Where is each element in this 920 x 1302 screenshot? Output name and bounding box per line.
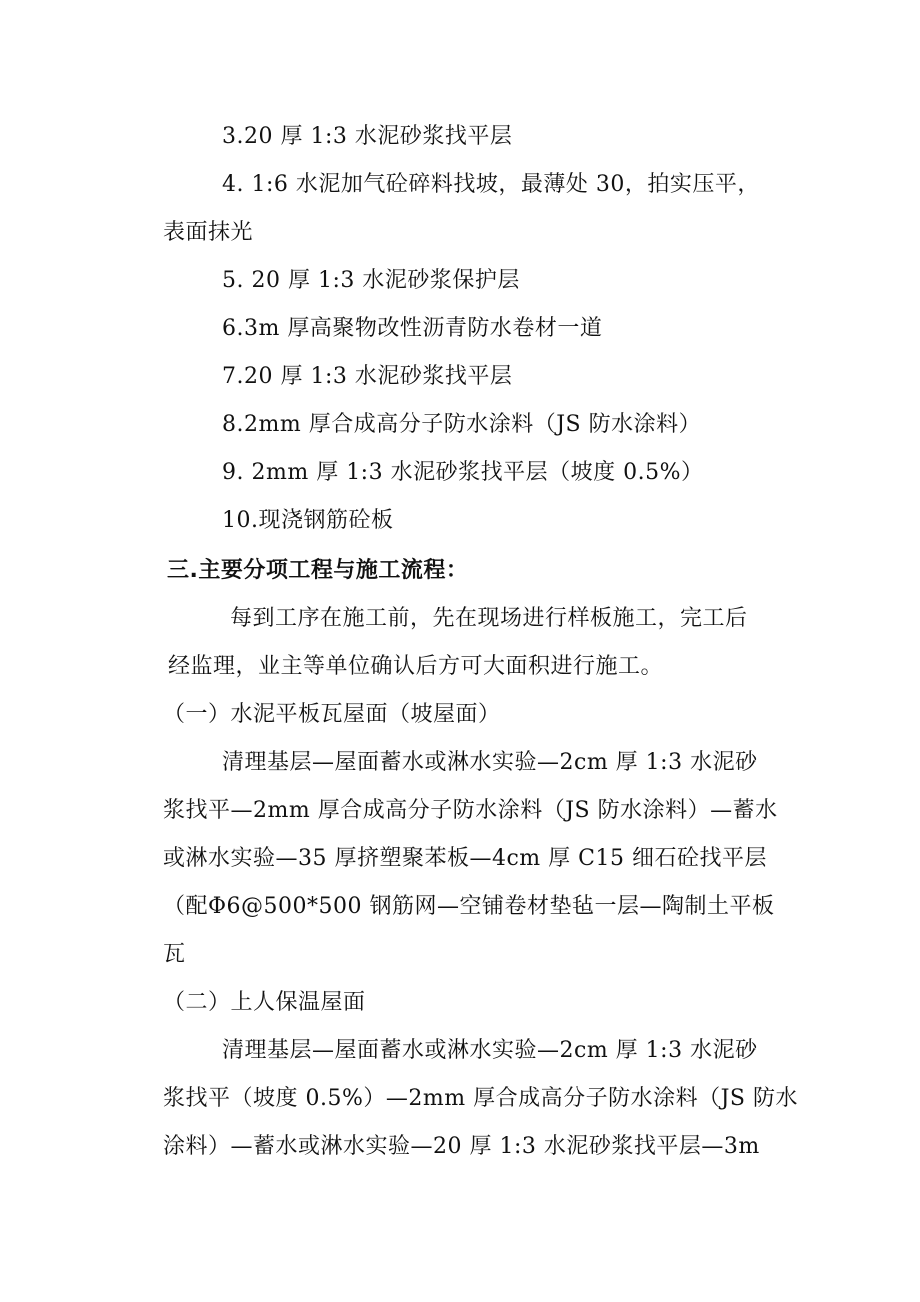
- subsection-1-line2: 浆找平—2mm 厚合成高分子防水涂料（JS 防水涂料）—蓄水: [163, 798, 778, 823]
- subsection-1-line4: （配Φ6@500*500 钢筋网—空铺卷材垫毡一层—陶制土平板: [163, 894, 775, 919]
- section-heading: 三.主要分项工程与施工流程：: [167, 558, 469, 583]
- list-item-6: 6.3m 厚高聚物改性沥青防水卷材一道: [222, 316, 603, 341]
- subsection-1-line1: 清理基层—屋面蓄水或淋水实验—2cm 厚 1:3 水泥砂: [222, 750, 758, 775]
- section-intro-line1: 每到工序在施工前，先在现场进行样板施工，完工后: [230, 606, 748, 631]
- list-item-7: 7.20 厚 1:3 水泥砂浆找平层: [222, 364, 513, 389]
- list-item-10: 10.现浇钢筋砼板: [222, 508, 394, 533]
- list-item-9: 9. 2mm 厚 1:3 水泥砂浆找平层（坡度 0.5%）: [222, 460, 704, 485]
- list-item-4-line1: 4. 1:6 水泥加气砼碎料找坡，最薄处 30，拍实压平，: [222, 172, 760, 197]
- list-item-8: 8.2mm 厚合成高分子防水涂料（JS 防水涂料）: [222, 412, 702, 437]
- section-intro-line2: 经监理，业主等单位确认后方可大面积进行施工。: [168, 654, 664, 679]
- list-item-5: 5. 20 厚 1:3 水泥砂浆保护层: [222, 268, 520, 293]
- subsection-1-line3: 或淋水实验—35 厚挤塑聚苯板—4cm 厚 C15 细石砼找平层: [163, 846, 767, 871]
- subsection-2-line2: 浆找平（坡度 0.5%）—2mm 厚合成高分子防水涂料（JS 防水: [163, 1086, 798, 1111]
- subsection-2-line3: 涂料）—蓄水或淋水实验—20 厚 1:3 水泥砂浆找平层—3m: [163, 1134, 760, 1159]
- subsection-2-line1: 清理基层—屋面蓄水或淋水实验—2cm 厚 1:3 水泥砂: [222, 1038, 758, 1063]
- subsection-2-title: （二）上人保温屋面: [163, 990, 366, 1015]
- list-item-3: 3.20 厚 1:3 水泥砂浆找平层: [222, 124, 513, 149]
- list-item-4-line2: 表面抹光: [163, 220, 254, 245]
- subsection-1-line5: 瓦: [163, 942, 186, 967]
- subsection-1-title: （一）水泥平板瓦屋面（坡屋面）: [163, 702, 501, 727]
